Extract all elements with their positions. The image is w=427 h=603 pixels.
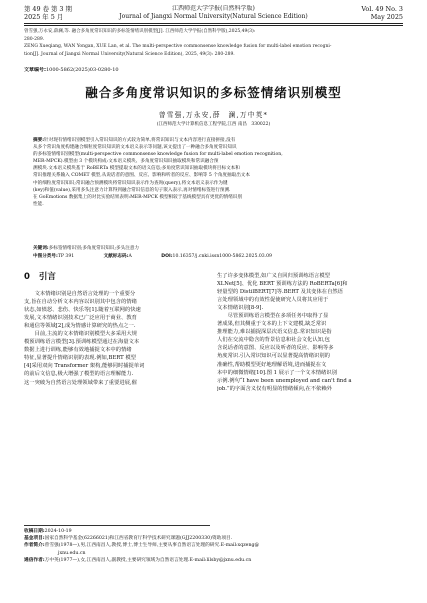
footnote-rule bbox=[24, 525, 210, 526]
body-line: 著成果,但其侧重于文本的上下文建模,缺乏常识 bbox=[217, 321, 327, 328]
issue-date: 2025 年 5 月 bbox=[24, 13, 64, 22]
body-line: 准确性,帮助模型更好地理解语境,进而捕捉在文 bbox=[217, 361, 327, 368]
body-line: 这一突破为自然语言处理领域带来了重要进展,催 bbox=[24, 379, 137, 386]
author-list: 曾雪强,万永安,薛 澜,万中英* bbox=[158, 111, 269, 119]
corresponding-author: 通信作者:万中英(1977—),女,江西南昌人,副教授,主要研究领域为自然语言处理.E-mail:lilsby@jxnu.edu.cn bbox=[24, 557, 252, 563]
body-line: [4]采用双向 Transformer 架构,能够同时捕捉单词 bbox=[24, 363, 145, 370]
abstract-label: 摘要: bbox=[33, 138, 45, 143]
section-heading bbox=[24, 272, 56, 282]
body-line: 发展,文本情绪识别技术已广泛应用于商业、教育 bbox=[24, 315, 137, 322]
body-line: 模预训练语言模型[3].预训练模型通过在海量文本 bbox=[24, 339, 140, 346]
paper-title: 融合多角度常识知识的多标签情绪识别模型 bbox=[85, 85, 342, 100]
body-line: 文本情绪识别是自然语言处理的一个重要分 bbox=[24, 291, 136, 297]
abstract-line: (key)和值(value),采用多头注意力计算得到融合常识信息的句子嵌入表示,再对情绪标签进行预测. bbox=[33, 187, 231, 193]
classification-row bbox=[33, 253, 395, 260]
article-number-value: 1000-5862(2025)03-0280-10 bbox=[46, 67, 119, 73]
body-line: 本中的细微情绪[10].图 1 展示了一个文本情绪识别 bbox=[217, 369, 337, 376]
abstract-line: 在 GoEmotions 数据集上的对比实验结果表明:MER-MPCK 模型相较于基线模型具有更优的情绪识别 bbox=[33, 194, 243, 200]
abstract bbox=[33, 137, 395, 208]
body-line: 目前,主流的文本情绪识别模型大多采用大规 bbox=[24, 331, 137, 338]
author-bio: 作者简介:曾雪强(1978—),男,江西南昌人,教授,博士,博士生导师,主要从事自然语言处理的研究.E-mail:xqzeng@ bbox=[24, 543, 260, 549]
abstract-line: 测模块.文本语义模块基于 RoBERTa 模型提取文本的语义信息;多角度常识知识抽取模块将目标文本和 bbox=[33, 166, 240, 172]
article-number-label: 文章编号: bbox=[24, 67, 46, 73]
abstract-line: 中的细粒度常识知识;常识融合预测模块将常识知识表示作为查询(query),将文本语义表示作为键 bbox=[33, 180, 228, 186]
volume-issue: 第 49 卷 第 3 期 bbox=[24, 5, 72, 13]
body-line: 言处理领域中的有效性促使研究人员将其应用于 bbox=[217, 297, 329, 304]
header-rule-thin bbox=[24, 25, 403, 26]
abstract-line: 从多个常识角度构建融合细粒度常识知识的文本语义表示等问题,该文提出了一种融合多角度常识知识 bbox=[33, 145, 237, 151]
body-line: 含说话者的意图、反应以及听者的反应、影响等多 bbox=[217, 345, 334, 352]
body-line: XLNet[5]、优化 BERT 预训练方法的 RoBERTa[6]和 bbox=[217, 281, 348, 288]
author-bio-cont: jxnu.edu.cn bbox=[58, 550, 86, 556]
citation-line: 280-289. bbox=[24, 36, 45, 42]
abstract-line: 摘要:针对现有情绪识别模型引入常识知识的方式较为简单,将常识知识与文本内容进行直接拼接,没有 bbox=[33, 138, 236, 143]
abstract-line: 常识推理关系输入 COMET 模型,从说话者的意图、反应、影响和听者的反应、影响等 5 个角度抽取出文本 bbox=[33, 173, 250, 179]
keywords-value: 多标签情绪识别;多角度常识知识;多头注意力 bbox=[48, 246, 140, 251]
citation-block bbox=[24, 28, 403, 58]
doi: DOI:10.16357/j.cnki.issn1000-5862.2025.03.09 bbox=[161, 254, 272, 259]
abstract-line: 性能. bbox=[33, 201, 44, 207]
body-line: 人们在交流中隐含的背景信息和社会文化认知,包 bbox=[217, 337, 330, 344]
body-line: 特征,显著提升情绪识别的表现.例如,BERT 模型 bbox=[24, 355, 136, 362]
body-line: job.”的字面含义仅有明显的情绪倾向,在不依赖外 bbox=[217, 385, 332, 392]
body-line: 支,旨在自动分析文本内容以识别其中包含的情绪 bbox=[24, 299, 137, 306]
abstract-line: 的多标签情绪识别模型(multi-perspective commonsense knowledge fusion for multi-label emotion recognition, bbox=[33, 152, 283, 158]
body-line: 生了许多变体模型,如广义自回归预训练语言模型 bbox=[217, 273, 330, 279]
body-line: 尽管预训练语言模型在多项任务中取得了显 bbox=[217, 313, 329, 320]
citation-line: 曾雪强,万永安,薛澜,等. 融合多角度常识知识的多标签情绪识别模型[J]. 江西师范大学学报(自然科学版),2025,49(3): bbox=[24, 29, 256, 34]
body-line: 数据上进行训练,能够有效地捕捉文本中的情绪 bbox=[24, 347, 132, 354]
body-column-left bbox=[24, 290, 210, 387]
section-number: 0 bbox=[24, 272, 30, 282]
keywords-label: 关键词: bbox=[33, 246, 49, 251]
body-line: 的前后文信息,极大增强了模型的语言理解能力. bbox=[24, 371, 134, 378]
volume-issue-en: Vol. 49 No. 3 bbox=[361, 5, 403, 13]
keywords bbox=[33, 245, 395, 252]
footnotes bbox=[24, 528, 403, 564]
body-line: 和通信等领域[2],成为情感计算研究的热点之一. bbox=[24, 323, 136, 330]
issue-date-en: May 2025 bbox=[370, 13, 403, 22]
issue-info-en bbox=[361, 5, 403, 22]
abstract-line: MER-MPCK).模型由 3 个模块构成:文本语义模块、多角度常识知识抽取模块和常识融合预 bbox=[33, 159, 219, 165]
document-code: 文献标志码:A bbox=[103, 254, 132, 259]
fund-info: 基金项目:国家自然科学基金(62266021)和江西省教育厅科学技术研究课题(GJJ2200330)资助项目. bbox=[24, 536, 233, 542]
journal-name-en: Journal of Jiangxi Normal University(Natural Science Edition) bbox=[119, 13, 308, 21]
body-line: 文本情绪识别[8-9]. bbox=[217, 305, 264, 312]
article-number bbox=[24, 67, 119, 74]
body-line: 状态,如愤怒、悲伤、快乐等[1].随着互联网的快速 bbox=[24, 307, 141, 314]
header-rule bbox=[24, 23, 403, 24]
body-line: 推理能力,难以捕捉深层次语义信息.常识知识是指 bbox=[217, 329, 332, 336]
body-column-right bbox=[217, 272, 403, 393]
citation-line: tion[J]. Journal of Jiangxi Normal University(Natural Science Edition), 2025, 49(3): 280-289. bbox=[24, 51, 235, 57]
body-line: 轻量型的 DistilBERT[7]等.BERT 及其变体在自然语 bbox=[217, 289, 343, 296]
citation-line: ZENG Xueqiang, WAN Yongan, XUE Lan, et al. The multi-perspective commonsense knowledge fusion for multi-label emotion recogni- bbox=[24, 44, 332, 50]
journal-name-cn: 江西师范大学学报(自然科学版) bbox=[172, 5, 255, 12]
affiliation: (江西师范大学计算机信息工程学院,江西 南昌 330022) bbox=[156, 122, 271, 127]
body-line: 角度常识.引入常识知识可以显著提高情绪识别的 bbox=[217, 353, 330, 360]
received-date: 收稿日期:2024-10-19 bbox=[24, 529, 72, 534]
section-title: 引言 bbox=[38, 272, 56, 282]
body-line: 示例.例句“I have been unemployed and can't find a bbox=[217, 377, 352, 384]
clc-number: 中图分类号:TP 391 bbox=[33, 254, 75, 259]
